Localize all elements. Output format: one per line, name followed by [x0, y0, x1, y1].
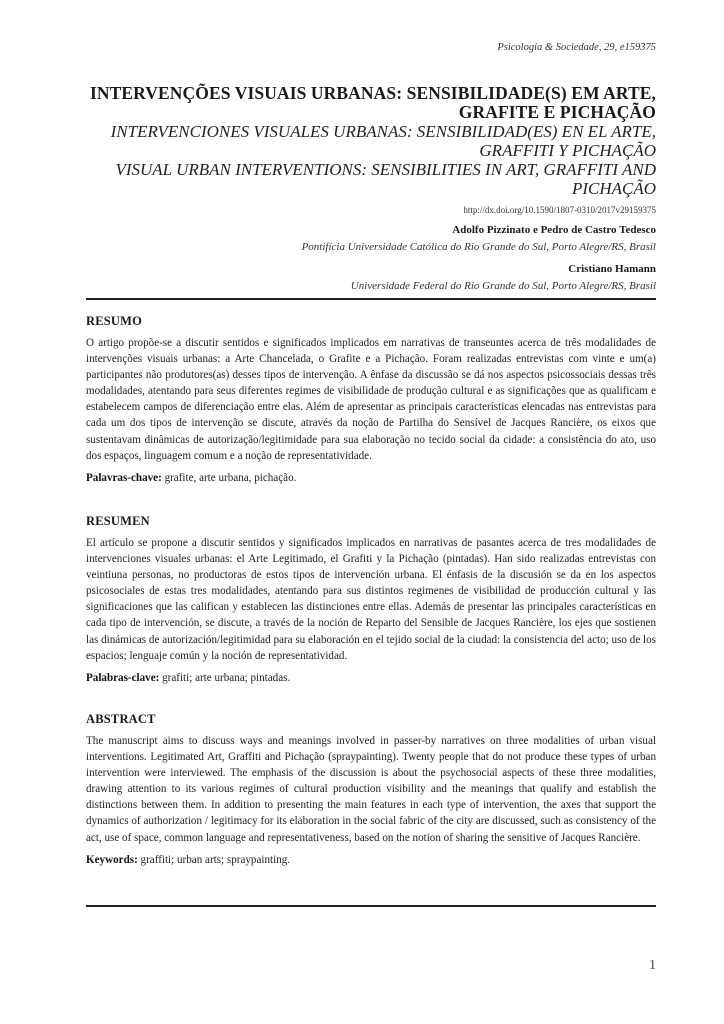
abstract-keywords	[86, 852, 656, 868]
resumen-keywords-label: Palabras-clave:	[86, 671, 160, 684]
resumo-section	[86, 314, 656, 486]
resumo-keywords	[86, 470, 656, 486]
title-spanish-line1: INTERVENCIONES VISUALES URBANAS: SENSIBILIDAD(ES) EN EL ARTE,	[110, 122, 656, 141]
doi-link[interactable]: http://dx.doi.org/10.1590/1807-0310/2017v29159375	[463, 205, 656, 215]
resumen-section	[86, 514, 656, 686]
author-affiliation-2: Universidade Federal do Rio Grande do Sul, Porto Alegre/RS, Brasil	[350, 280, 656, 292]
title-portuguese-line1: INTERVENÇÕES VISUAIS URBANAS: SENSIBILIDADE(S) EM ARTE,	[89, 83, 656, 103]
title-english-line2: PICHAÇÃO	[571, 179, 656, 198]
top-divider	[86, 298, 656, 300]
abstract-text: The manuscript aims to discuss ways and meanings involved in passer-by narratives on three modalities of urban visual interventions. Legitimated Art, Graffiti and Pichação (spraypainting). Twenty people that do not produce these types of urban intervention were interviewed. The emphasis of the discussion is about the psychosocial aspects of these three modalities, drawing attention to its various regimes of cultural production visibility and the meanings that qualify and establish the distinctions between them. In addition to presenting the main features in each type of intervention, the axes that support the dynamics of authorization / legitimacy for its elaboration in the social fabric of the city are discussed, such as consistency of the act, use of space, common language and representativeness, based on the notion of sharing the sensitive of Jacques Rancière.	[86, 735, 656, 844]
author-block	[302, 222, 656, 295]
bottom-divider	[86, 905, 656, 907]
resumo-text: O artigo propõe-se a discutir sentidos e significados implicados em narrativas de transeuntes acerca de três modalidades de intervenções visuais urbanas: a Arte Chancelada, o Grafite e a Pichação. Foram realizadas entrevistas com vinte e um(a) participantes não produtores(as) desses tipos de intervenção. A ênfase da discussão se dá nos aspectos psicossociais dessas três modalidades, atentando para seus diferentes regimes de visibilidade de produção cultural e as significações que as qualificam e estabelecem campos de diferenciação entre elas. Além de apresentar as principais características elencadas nas entrevistas para cada um dos tipos de intervenção se discute, através da noção de Partilha do Sensível de Jacques Rancière, os eixos que sustentavam dinâmicas de autorização/legitimidade para sua elaboração no tecido social da cidade: a consistência do ato, uso dos espaços, linguagem comum e a noção de representatividade.	[86, 337, 656, 462]
resumo-keywords-values: grafite, arte urbana, pichação.	[161, 471, 297, 484]
resumen-heading: RESUMEN	[86, 514, 150, 528]
abstract-keywords-label: Keywords:	[86, 853, 138, 866]
abstract-heading: ABSTRACT	[86, 712, 156, 726]
title-spanish-line2: GRAFFITI Y PICHAÇÃO	[479, 141, 656, 160]
author-affiliation-1: Pontifícia Universidade Católica do Rio Grande do Sul, Porto Alegre/RS, Brasil	[301, 241, 656, 253]
title-block	[86, 84, 656, 198]
author-names-1: Adolfo Pizzinato e Pedro de Castro Tedesco	[452, 224, 656, 236]
title-portuguese-line2: GRAFITE E PICHAÇÃO	[458, 102, 656, 122]
abstract-keywords-values: graffiti; urban arts; spraypainting.	[137, 853, 291, 866]
resumo-heading: RESUMO	[86, 314, 143, 328]
author-names-2: Cristiano Hamann	[568, 263, 656, 275]
page-number: 1	[649, 958, 656, 973]
running-head: Psicologia & Sociedade, 29, e159375	[497, 42, 656, 53]
resumen-text: El artículo se propone a discutir sentidos y significados implicados en narrativas de pasantes acerca de tres modalidades de intervenciones visuales urbanas: el Arte Legitimado, el Grafiti y la Pichação (pintadas). Han sido realizadas entrevistas con veintiuna personas, no productoras de estos tipos de intervención urbana. El énfasis de la discusión se da en los aspectos psicosociales de estas tres modalidades, atentando para sus distintos regimenes de visibilidad de producción cultural y las significaciones que las califican y establecen las distinciones entre ellas. Además de presentar las principales características en cada tipo de intervención, se discute, a través de la noción de Reparto del Sensible de Jacques Rancière, los ejes que sostienen las dinámicas de autorización/legitimidad para su elaboración en el tejido social de la ciudad: la consistencia del acto; uso de los espacios; lenguaje común y la noción de representatividad.	[86, 537, 656, 662]
resumen-keywords-values: grafiti; arte urbana; pintadas.	[159, 671, 291, 684]
abstract-section	[86, 712, 656, 868]
resumo-keywords-label: Palavras-chave:	[86, 471, 162, 484]
title-english-line1: VISUAL URBAN INTERVENTIONS: SENSIBILITIES IN ART, GRAFFITI AND	[115, 160, 656, 179]
resumen-keywords	[86, 670, 656, 686]
